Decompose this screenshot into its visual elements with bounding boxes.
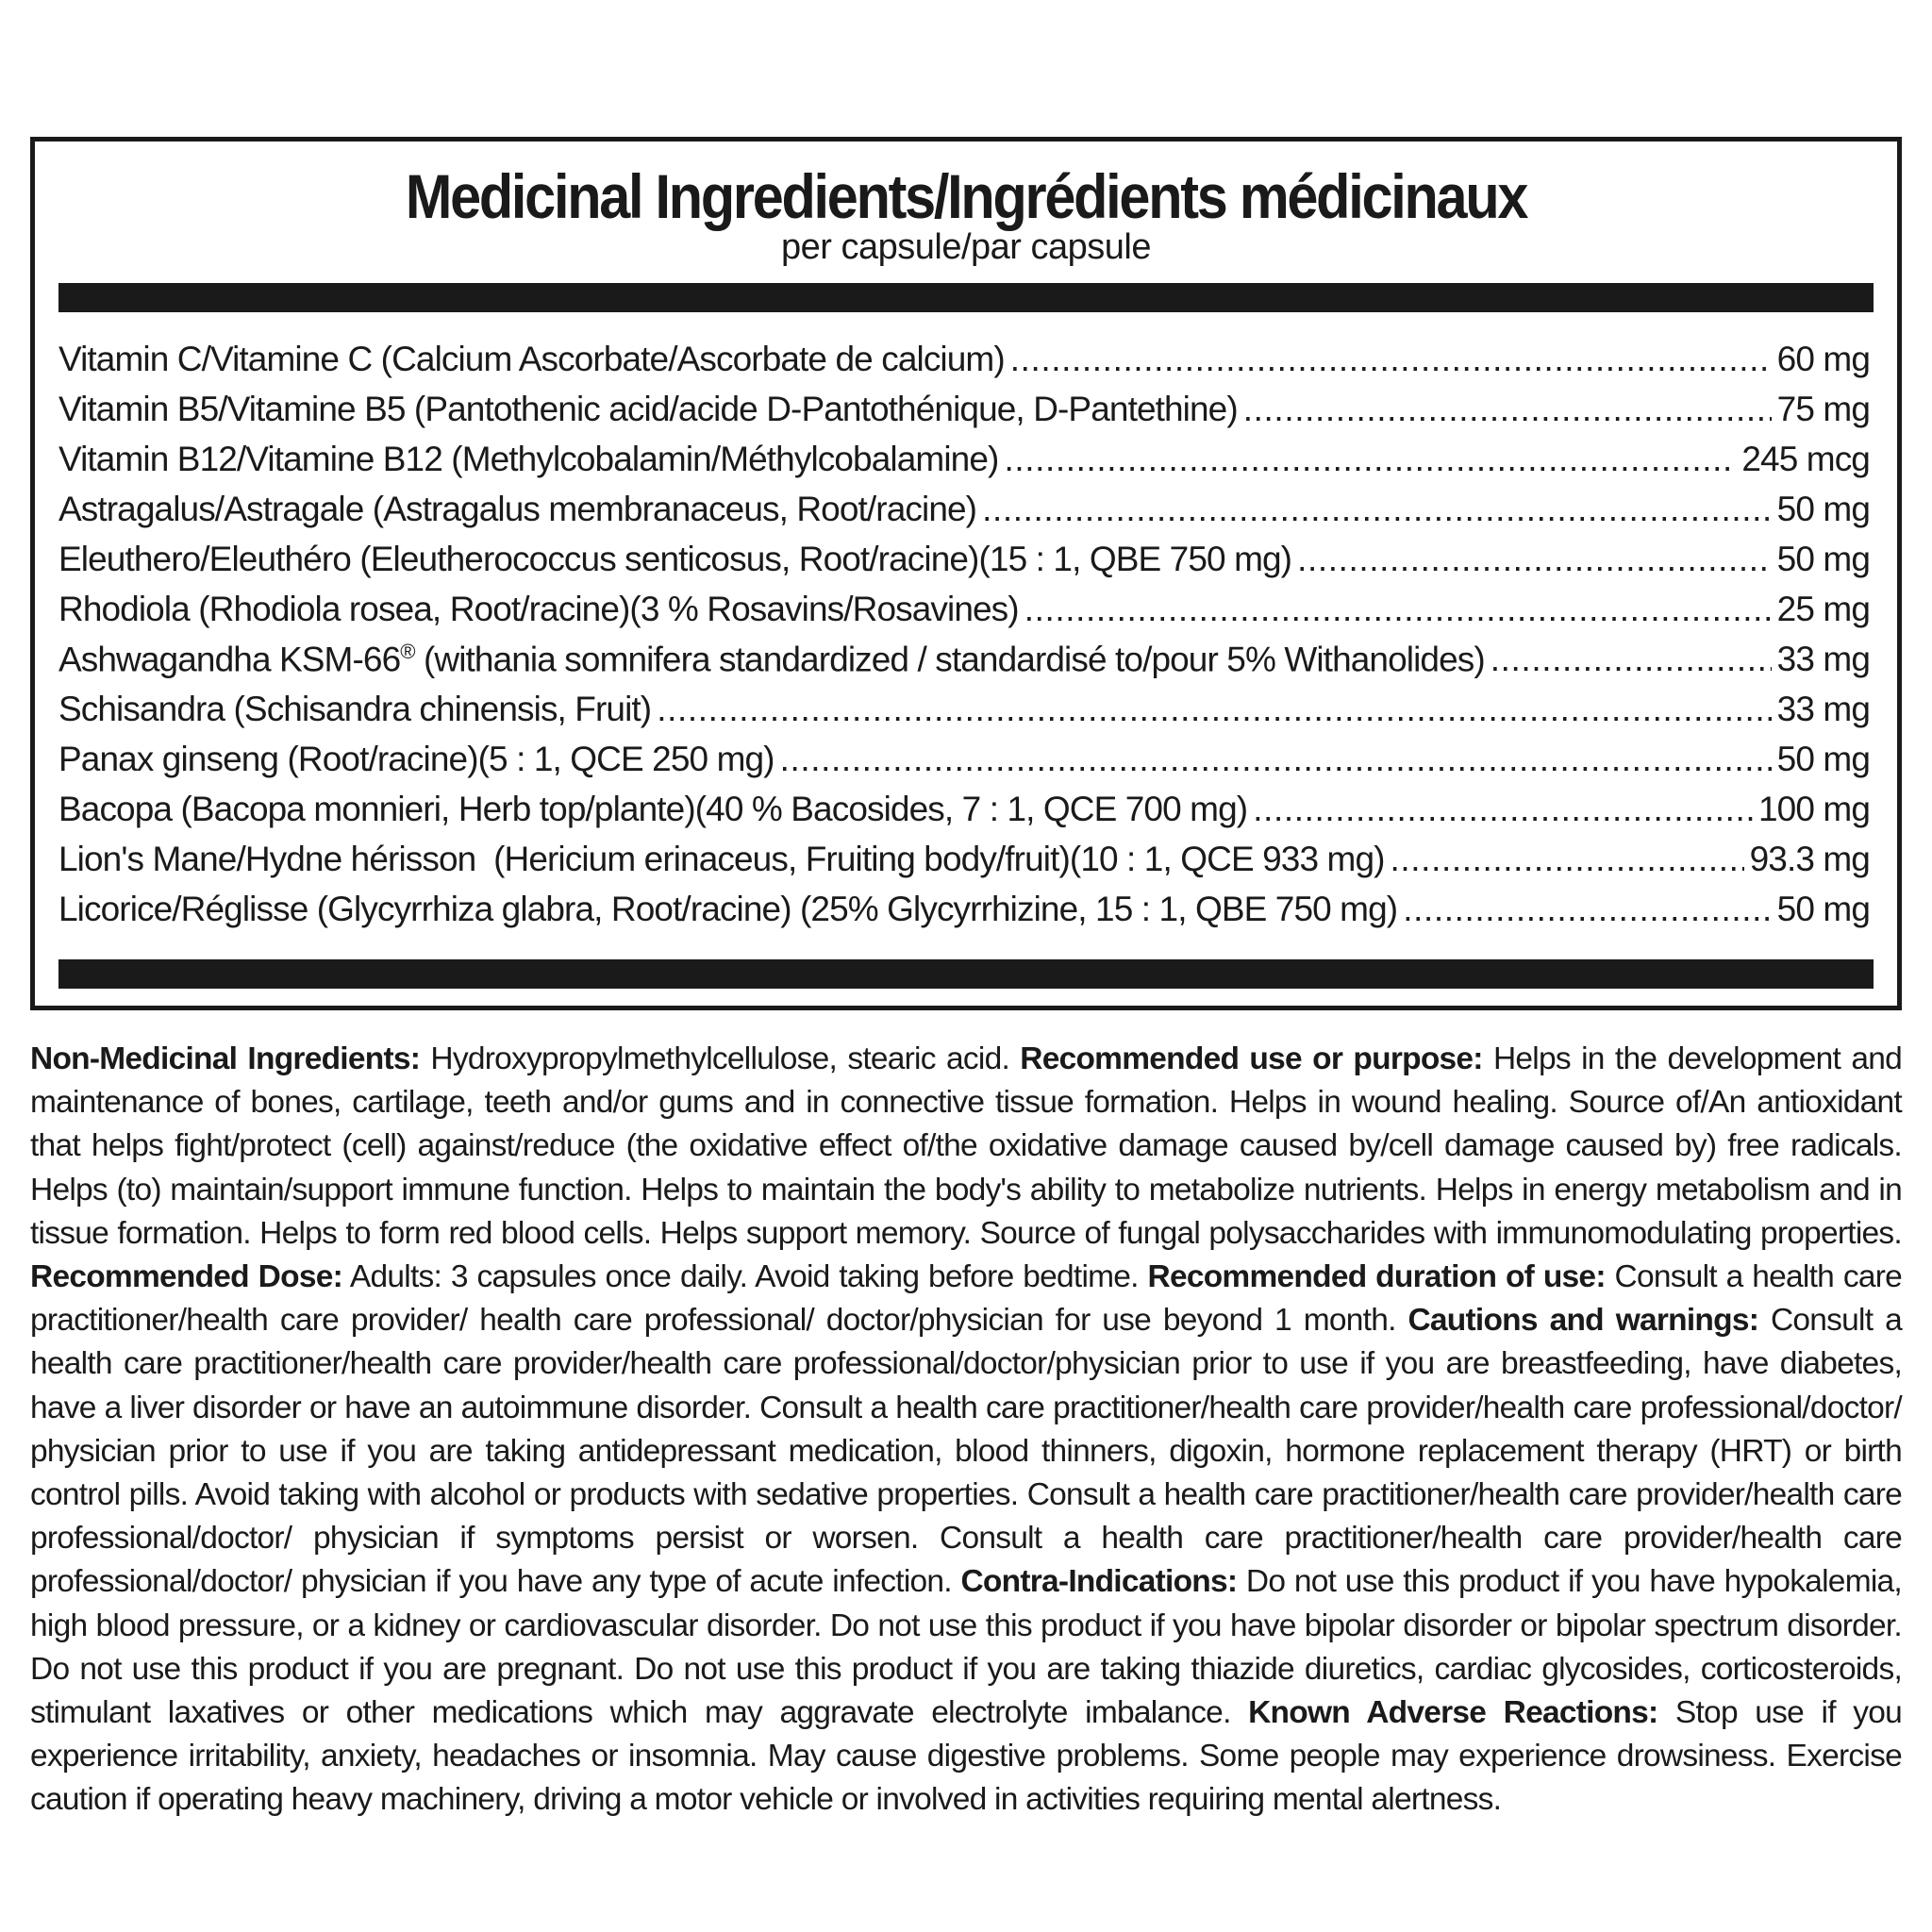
ingredient-amount: 50 mg xyxy=(1776,890,1870,928)
dot-leader xyxy=(1004,440,1736,479)
contra-indications-text: Do not use this product if you have hypokalemia, high blood pressure, or a kidney or cardiovascular disorder. Do not use this product if you have bipolar disorder or bipolar spectrum disorder. Do not use this product if you are pregnant. Do not use this product if you are taking thiazide diuretics, cardiac glycosides, corticosteroids, stimulant laxatives or other medications which may aggravate electrolyte imbalance. xyxy=(30,1564,1902,1731)
ingredient-name: Schisandra (Schisandra chinensis, Fruit) xyxy=(58,690,652,728)
ingredient-row xyxy=(58,490,1874,540)
duration-text: Consult a health care practitioner/health care provider/ health care professional/ doctor/physician for use beyond 1 month. xyxy=(30,1259,1902,1339)
adverse-reactions-label: Known Adverse Reactions: xyxy=(1248,1695,1658,1731)
ingredient-name: Ashwagandha KSM-66 xyxy=(58,640,401,679)
cautions-text: Consult a health care practitioner/health care provider/health care professional/doctor/physician prior to use if you are breastfeeding, have diabetes, have a liver disorder or have an autoimmune disorder. Consult a health care practitioner/health care provider/health care professional/doctor/ physician prior to use if you are taking antidepressant medication, blood thinners, digoxin, hormone replacement therapy (HRT) or birth control pills. Avoid taking with alcohol or products with sedative properties. Consult a health care practitioner/health care provider/health care professional/doctor/ physician if symptoms persist or worsen. Consult a health care practitioner/health care provider/health care professional/doctor/ physician if you have any type of acute infection. xyxy=(30,1303,1902,1600)
ingredient-name-detail: (withania somnifera standardized / standardisé to/pour 5% Withanolides) xyxy=(414,640,1485,679)
ingredient-row xyxy=(58,440,1874,490)
dot-leader xyxy=(1243,390,1772,429)
ingredient-name: Vitamin B5/Vitamine B5 (Pantothenic acid/acide D-Pantothénique, D-Pantethine) xyxy=(58,390,1238,428)
ingredient-amount: 60 mg xyxy=(1776,340,1870,378)
medicinal-ingredients-panel xyxy=(30,137,1902,1010)
ingredient-name: Rhodiola (Rhodiola rosea, Root/racine)(3 % Rosavins/Rosavines) xyxy=(58,590,1019,628)
ingredient-row xyxy=(58,540,1874,590)
duration-label: Recommended duration of use: xyxy=(1147,1259,1606,1295)
dot-leader xyxy=(657,690,1771,729)
ingredient-row xyxy=(58,390,1874,440)
ingredient-name: Bacopa (Bacopa monnieri, Herb top/plante)(40 % Bacosides, 7 : 1, QCE 700 mg) xyxy=(58,790,1248,828)
ingredient-name: Vitamin B12/Vitamine B12 (Methylcobalamin/Méthylcobalamine) xyxy=(58,440,999,478)
ingredient-amount: 245 mcg xyxy=(1741,440,1870,478)
top-divider-bar xyxy=(58,283,1874,312)
ingredient-name: Eleuthero/Eleuthéro (Eleutherococcus senticosus, Root/racine)(15 : 1, QBE 750 mg) xyxy=(58,540,1292,578)
purpose-label: Recommended use or purpose: xyxy=(1020,1041,1483,1076)
panel-subtitle: per capsule/par capsule xyxy=(781,227,1151,267)
ingredient-amount: 33 mg xyxy=(1776,690,1870,728)
dot-leader xyxy=(1391,840,1744,879)
dot-leader xyxy=(1010,340,1772,379)
adverse-reactions-text: Stop use if you experience irritability, anxiety, headaches or insomnia. May cause digestive problems. Some people may experience drowsiness. Exercise caution if operating heavy machinery, driving a motor vehicle or involved in activities requiring mental alertness. xyxy=(30,1695,1903,1818)
non-medicinal-label: Non-Medicinal Ingredients: xyxy=(30,1041,421,1076)
product-information-text xyxy=(30,1038,1902,1823)
dot-leader xyxy=(1297,540,1772,579)
ingredient-amount: 100 mg xyxy=(1757,790,1870,828)
ingredient-amount: 50 mg xyxy=(1776,740,1870,778)
ingredient-amount: 75 mg xyxy=(1776,390,1870,428)
bottom-divider-bar xyxy=(58,959,1874,989)
panel-title: Medicinal Ingredients/Ingrédients médicinaux xyxy=(405,161,1527,231)
ingredient-row xyxy=(58,790,1874,840)
ingredient-amount: 33 mg xyxy=(1776,640,1870,679)
ingredient-row xyxy=(58,840,1874,890)
ingredient-amount: 25 mg xyxy=(1776,590,1870,628)
purpose-text: Helps in the development and maintenance of bones, cartilage, teeth and/or gums and in connective tissue formation. Helps in wound healing. Source of/An antioxidant that helps fight/protect (cell) against/reduce (the oxidative effect of/the oxidative damage caused by/cell damage caused by) free radicals. Helps (to) maintain/support immune function. Helps to maintain the body's ability to metabolize nutrients. Helps in energy metabolism and in tissue formation. Helps to form red blood cells. Helps support memory. Source of fungal polysaccharides with immunomodulating properties. xyxy=(30,1041,1902,1251)
dose-label: Recommended Dose: xyxy=(30,1259,342,1295)
ingredient-row xyxy=(58,590,1874,640)
ingredient-name: Panax ginseng (Root/racine)(5 : 1, QCE 250 mg) xyxy=(58,740,774,778)
ingredient-row xyxy=(58,690,1874,740)
ingredient-amount: 50 mg xyxy=(1776,490,1870,528)
ingredient-row xyxy=(58,890,1874,940)
ingredient-row xyxy=(58,340,1874,390)
non-medicinal-text: Hydroxypropylmethylcellulose, stearic acid. xyxy=(420,1041,1021,1076)
ingredient-amount: 50 mg xyxy=(1776,540,1870,578)
ingredient-name: Licorice/Réglisse (Glycyrrhiza glabra, Root/racine) (25% Glycyrrhizine, 15 : 1, QBE 750 mg) xyxy=(58,890,1398,928)
dot-leader xyxy=(982,490,1772,529)
dot-leader xyxy=(780,740,1772,779)
dot-leader xyxy=(1253,790,1753,829)
ingredient-name: Vitamin C/Vitamine C (Calcium Ascorbate/Ascorbate de calcium) xyxy=(58,340,1005,378)
contra-indications-label: Contra-Indications: xyxy=(960,1564,1238,1600)
dose-text: Adults: 3 capsules once daily. Avoid taking before bedtime. xyxy=(342,1259,1148,1295)
dot-leader xyxy=(1024,590,1772,629)
ingredient-name: Lion's Mane/Hydne hérisson (Hericium erinaceus, Fruiting body/fruit)(10 : 1, QCE 933 mg) xyxy=(58,840,1385,878)
ingredient-amount: 93.3 mg xyxy=(1749,840,1870,878)
cautions-label: Cautions and warnings: xyxy=(1407,1303,1759,1339)
dot-leader xyxy=(1403,890,1771,929)
registered-mark: ® xyxy=(400,640,415,663)
ingredient-name: Astragalus/Astragale (Astragalus membranaceus, Root/racine) xyxy=(58,490,977,528)
ingredient-name-group xyxy=(58,640,1485,679)
ingredient-row xyxy=(58,740,1874,790)
ingredient-list xyxy=(58,340,1874,940)
ingredient-row xyxy=(58,640,1874,690)
dot-leader xyxy=(1491,640,1772,679)
